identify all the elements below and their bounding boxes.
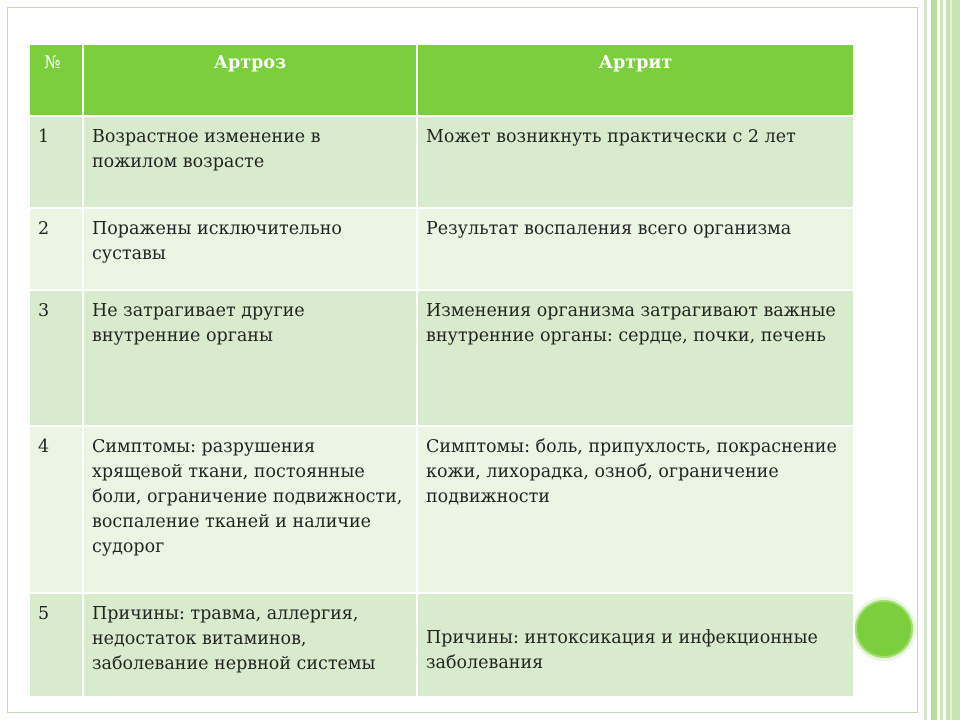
- header-num: №: [30, 45, 84, 117]
- decor-stripe: [931, 0, 937, 720]
- cell-arthrosis: Не затрагивает другие внутренние органы: [84, 291, 418, 427]
- cell-arthritis: Может возникнуть практически с 2 лет: [418, 117, 855, 209]
- row-num: 5: [30, 594, 84, 698]
- table-row: [30, 209, 855, 291]
- row-num: 3: [30, 291, 84, 427]
- row-num: 4: [30, 427, 84, 594]
- cell-arthrosis: Поражены исключительно суставы: [84, 209, 418, 291]
- cell-arthritis: Причины: интоксикация и инфекционные заболевания: [418, 594, 855, 698]
- decor-stripe: [924, 0, 927, 720]
- decor-circle: [855, 600, 913, 658]
- decor-stripe: [940, 0, 943, 720]
- cell-arthrosis: Причины: травма, аллергия, недостаток витаминов, заболевание нервной системы: [84, 594, 418, 698]
- row-num: 1: [30, 117, 84, 209]
- header-arthritis: Артрит: [418, 45, 855, 117]
- row-num: 2: [30, 209, 84, 291]
- table-header-row: [30, 45, 855, 117]
- decor-stripe: [950, 0, 952, 720]
- cell-arthritis: Симптомы: боль, припухлость, покраснение кожи, лихорадка, озноб, ограничение подвижности: [418, 427, 855, 594]
- table-row: [30, 291, 855, 427]
- comparison-table: [30, 45, 855, 698]
- cell-arthrosis: Возрастное изменение в пожилом возрасте: [84, 117, 418, 209]
- decor-stripe: [946, 0, 960, 720]
- table-row: [30, 117, 855, 209]
- header-arthrosis: Артроз: [84, 45, 418, 117]
- cell-arthritis: Результат воспаления всего организма: [418, 209, 855, 291]
- cell-arthrosis: Симптомы: разрушения хрящевой ткани, постоянные боли, ограничение подвижности, воспаление тканей и наличие судорог: [84, 427, 418, 594]
- table-row: [30, 427, 855, 594]
- cell-arthritis: Изменения организма затрагивают важные внутренние органы: сердце, почки, печень: [418, 291, 855, 427]
- table-row: [30, 594, 855, 698]
